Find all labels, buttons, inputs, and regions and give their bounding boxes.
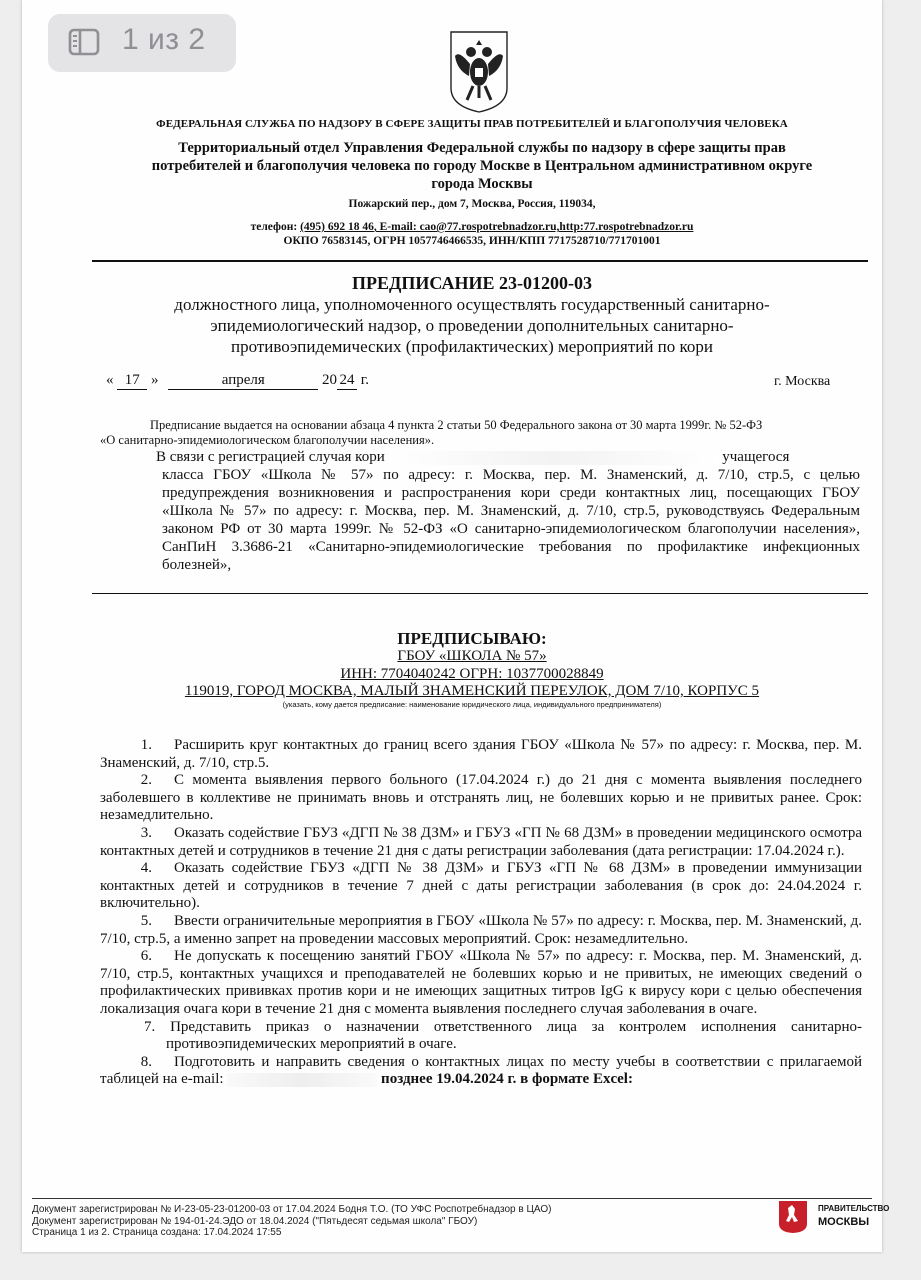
org-ids: ИНН: 7704040242 ОГРН: 1037700028849 — [340, 665, 604, 682]
preamble-divider — [92, 593, 868, 594]
list-item: 1. Расширить круг контактных до границ всего здания ГБОУ «Школа № 57» по адресу: г. Москва, пер. М. Знаменский, д. 7/10, стр.5. — [100, 737, 862, 771]
date-year-prefix: 20 — [322, 372, 337, 388]
prescription-items — [100, 737, 862, 1089]
document-subtitle — [102, 294, 842, 357]
page-indicator[interactable] — [48, 14, 236, 72]
document-title: ПРЕДПИСАНИЕ 23-01200-03 — [352, 273, 592, 293]
date-open-quote: « — [106, 372, 114, 388]
list-item: 4. Оказать содействие ГБУЗ «ДГП № 38 ДЗМ» и ГБУЗ «ГП № 68 ДЗМ» в проведении иммунизации контактных детей и сотрудников в течение 7 дней с даты регистрации заболевания (в срок до: 24.04.2024 г. включительно). — [100, 860, 862, 912]
list-item: 6. Не допускать к посещению занятий ГБОУ «Школа № 57» по адресу: г. Москва, пер. М. Знаменский, д. 7/10, стр.5, контактных учащихся и преподавателей не болевших корью и не привитых, не имеющих сведений о профилактических прививках против кори и не имеющих защитных титров IgG к вирусу кори с целью обеспечения локализация очага кори в течение 21 дня с момента выявления последнего случая заболевания в очаге. — [100, 948, 862, 1017]
org-address: 119019, ГОРОД МОСКВА, МАЛЫЙ ЗНАМЕНСКИЙ ПЕРЕУЛОК, ДОМ 7/10, КОРПУС 5 — [184, 683, 760, 699]
page-indicator-text: 1 из 2 — [122, 23, 206, 56]
page-info: Страница 1 из 2. Страница создана: 17.04.2024 17:55 — [32, 1227, 282, 1238]
preamble-pupil: учащегося — [722, 449, 790, 465]
document-city: г. Москва — [774, 374, 831, 389]
document-date — [106, 372, 846, 390]
list-item: 8. Подготовить и направить сведения о контактных лицах по месту учебы в соответствии с прилагаемой таблицей на e-mail: позднее 19.04.2024 г. в формате Excel: — [100, 1053, 862, 1088]
list-item: 7. Представить приказ о назначении ответственного лица за контролем исполнения санитарно-противоэпидемических мероприятий в очаге. — [144, 1018, 863, 1053]
registration-footer — [32, 1204, 551, 1239]
registration-line-2: Документ зарегистрирован № 194-01-24.ЭДО от 18.04.2024 ("Пятьдесят седьмая школа" ГБОУ) — [32, 1215, 478, 1227]
preamble-rest-wrap — [100, 466, 860, 574]
moscow-government-logo — [778, 1200, 808, 1234]
basis-line-1: Предписание выдается на основании абзаца 4 пункта 2 статьи 50 Федерального закона от 30 марта 1999г. № 52-ФЗ — [150, 418, 763, 432]
subtitle-line-3: противоэпидемических (профилактических) мероприятий по кори — [230, 337, 714, 356]
document-page — [22, 0, 890, 1252]
moscow-government-label: ПРАВИТЕЛЬСТВО МОСКВЫ — [818, 1204, 890, 1228]
department-line-2: потребителей и благополучия человека по городу Москве в Центральном административном округе — [151, 158, 813, 174]
date-month: апреля — [168, 372, 318, 390]
list-item: 2. С момента выявления первого больного (17.04.2024 г.) до 21 дня с момента выявления последнего заболевшего в коллективе не принимать вновь и отстранять лиц, не болевших корью и не привитых ранее. Срок: незамедлительно. — [100, 772, 862, 824]
phone-number: (495) 692 18 46 — [300, 221, 374, 233]
date-day: 17 — [117, 372, 147, 390]
redacted-email — [227, 1073, 377, 1087]
agency-name: ФЕДЕРАЛЬНАЯ СЛУЖБА ПО НАДЗОРУ В СФЕРЕ ЗАЩИТЫ ПРАВ ПОТРЕБИТЕЛЕЙ И БЛАГОПОЛУЧИЯ ЧЕЛОВЕКА — [156, 118, 788, 130]
coat-of-arms-icon — [447, 30, 511, 114]
legal-basis — [100, 418, 856, 448]
list-item: 3. Оказать содействие ГБУЗ «ДГП № 38 ДЗМ» и ГБУЗ «ГП № 68 ДЗМ» в проведении медицинского осмотра контактных детей и сотрудников в течение 21 дня с даты регистрации заболевания (дата регистрации: 17.04.2024 г.). — [100, 824, 862, 859]
preamble-rest: класса ГБОУ «Школа № 57» по адресу: г. Москва, пер. М. Знаменский, д. 7/10, стр.5, с целью предупреждения возникновения и распространения кори среди контактных лиц, посещающих ГБОУ «Школа № 57» по адресу: г. Москва, пер. М. Знаменский, д. 7/10, стр.5, руководствуясь Федеральным законом РФ от 30 марта 1999г. № 52-ФЗ «О санитарно-эпидемиологическом благополучии населения», СанПиН 3.3686-21 «Санитарно-эпидемиологические требования по профилактике инфекционных болезней», — [162, 467, 860, 573]
preamble-start: В связи с регистрацией случая кори — [156, 449, 385, 465]
organization-block — [82, 648, 862, 701]
department-line-3: города Москвы — [431, 176, 533, 192]
date-year-g: г. — [360, 372, 369, 388]
department-line-1: Территориальный отдел Управления Федеральной службы по надзору в сфере защиты прав — [178, 140, 786, 156]
sidebar-toggle-icon — [68, 28, 100, 56]
prescribe-heading: ПРЕДПИСЫВАЮ: — [397, 629, 547, 648]
department-name — [122, 139, 842, 193]
basis-line-2: «О санитарно-эпидемиологическом благополучии населения». — [100, 433, 435, 447]
agency-codes: ОКПО 76583145, ОГРН 1057746466535, ИНН/КПП 7717528710/771701001 — [283, 235, 661, 247]
registration-line-1: Документ зарегистрирован № И-23-05-23-01200-03 от 17.04.2024 Бодня Т.О. (ТО УФС Роспотребнадзор в ЦАО) — [32, 1204, 552, 1215]
email-link: , E-mail: cao@77.rospotrebnadzor.ru,http:77.rospotrebnadzor.ru — [373, 221, 694, 233]
redacted-area — [389, 451, 719, 465]
subtitle-line-2: эпидемиологический надзор, о проведении дополнительных санитарно- — [210, 316, 734, 335]
org-note: (указать, кому дается предписание: наименование юридического лица, индивидуального предпринимателя) — [282, 700, 662, 709]
phone-label: телефон: — [250, 221, 301, 233]
subtitle-line-1: должностного лица, уполномоченного осуществлять государственный санитарно- — [174, 295, 770, 314]
list-item: 5. Ввести ограничительные мероприятия в ГБОУ «Школа № 57» по адресу: г. Москва, пер. М. Знаменский, д. 7/10, стр.5, а именно запрет на проведении массовых мероприятий. Срок: незамедлительно. — [100, 912, 862, 947]
footer-divider — [32, 1198, 872, 1199]
preamble-paragraph — [100, 448, 860, 574]
org-name: ГБОУ «ШКОЛА № 57» — [397, 648, 547, 664]
agency-address: Пожарский пер., дом 7, Москва, Россия, 119034, — [348, 198, 596, 210]
agency-contacts — [82, 220, 862, 248]
date-year-suffix: 24 — [337, 372, 357, 390]
header-divider — [92, 260, 868, 262]
date-close-quote: » — [151, 372, 159, 388]
